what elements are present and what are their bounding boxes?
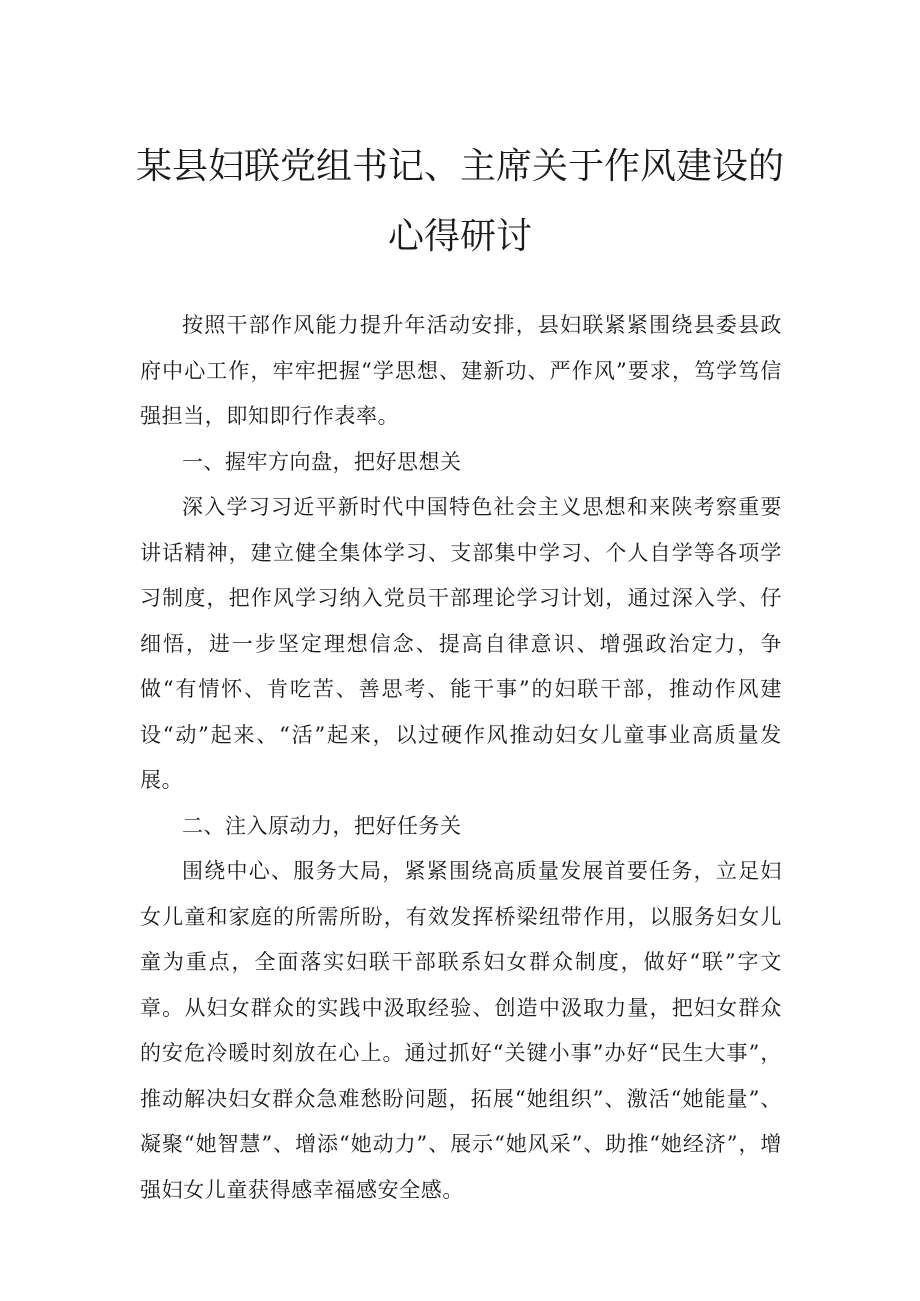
section-1-heading: 一、握牢方向盘，把好思想关 [182,449,462,474]
intro-paragraph: 按照干部作风能力提升年活动安排，县妇联紧紧围绕县委县政府中心工作，牢牢把握“学思想、建新功、严作风”要求，笃学笃信强担当，即知即行作表率。 [140,313,782,428]
document-body [140,303,782,1213]
section-2-heading: 二、注入原动力，把好任务关 [182,813,462,838]
title-line-1: 某县妇联党组书记、主席关于作风建设的 [135,146,784,187]
title-line-2: 心得研讨 [387,216,532,257]
document-title [120,132,800,272]
section-1-paragraph: 深入学习习近平新时代中国特色社会主义思想和来陕考察重要讲话精神，建立健全集体学习、支部集中学习、个人自学等各项学习制度，把作风学习纳入党员干部理论学习计划，通过深入学、仔细悟，进一步坚定理想信念、提高自律意识、增强政治定力，争做“有情怀、肯吃苦、善思考、能干事”的妇联干部，推动作风建设“动”起来、“活”起来，以过硬作风推动妇女儿童事业高质量发展。 [140,495,782,792]
section-2-paragraph: 围绕中心、服务大局，紧紧围绕高质量发展首要任务，立足妇女儿童和家庭的所需所盼，有效发挥桥梁纽带作用，以服务妇女儿童为重点，全面落实妇联干部联系妇女群众制度，做好“联”字文章。从妇女群众的实践中汲取经验、创造中汲取力量，把妇女群众的安危冷暖时刻放在心上。通过抓好“关键小事”办好“民生大事”，推动解决妇女群众急难愁盼问题，拓展“她组织”、激活“她能量”、凝聚“她智慧”、增添“她动力”、展示“她风采”、助推“她经济”，增强妇女儿童获得感幸福感安全感。 [140,859,782,1202]
